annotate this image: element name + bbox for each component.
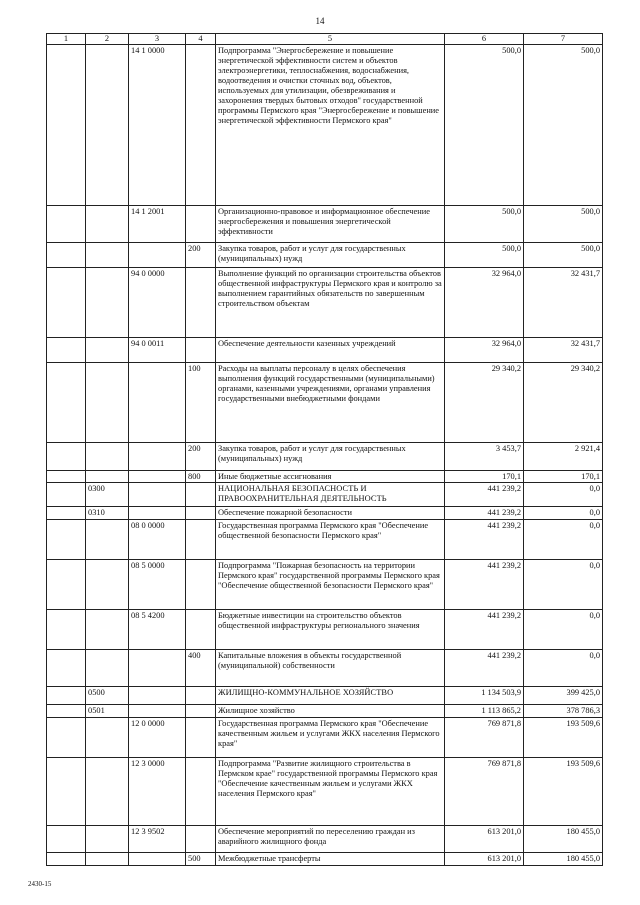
- cell-expense-type: [186, 705, 216, 718]
- cell-col1: [47, 507, 86, 520]
- cell-expense-type: [186, 687, 216, 705]
- document-code: 2430-15: [28, 880, 52, 888]
- cell-target-code: [129, 363, 186, 443]
- cell-amount-7: 0,0: [524, 483, 603, 507]
- header-col-4: 4: [186, 34, 216, 45]
- table-row: [47, 206, 603, 243]
- cell-expense-type: [186, 507, 216, 520]
- cell-target-code: 14 1 2001: [129, 206, 186, 243]
- cell-target-code: 12 0 0000: [129, 718, 186, 758]
- table-row: [47, 243, 603, 268]
- cell-section: [86, 45, 129, 206]
- cell-expense-type: [186, 483, 216, 507]
- cell-col1: [47, 483, 86, 507]
- table-row: [47, 443, 603, 471]
- table-row: [47, 45, 603, 206]
- cell-section: [86, 443, 129, 471]
- table-header-row: [47, 34, 603, 45]
- cell-name: ЖИЛИЩНО-КОММУНАЛЬНОЕ ХОЗЯЙСТВО: [216, 687, 445, 705]
- cell-amount-7: 500,0: [524, 45, 603, 206]
- cell-amount-7: 193 509,6: [524, 718, 603, 758]
- cell-name: Подпрограмма "Пожарная безопасность на территории Пермского края" государственной программы Пермского края "Обеспечение общественной безопасности Пермского края": [216, 560, 445, 610]
- table-row: [47, 853, 603, 866]
- cell-name: Капитальные вложения в объекты государственной (муниципальной) собственности: [216, 650, 445, 687]
- page-number: 14: [315, 16, 325, 26]
- cell-col1: [47, 718, 86, 758]
- cell-col1: [47, 363, 86, 443]
- cell-amount-7: 32 431,7: [524, 268, 603, 338]
- cell-expense-type: [186, 206, 216, 243]
- cell-expense-type: 400: [186, 650, 216, 687]
- cell-section: [86, 560, 129, 610]
- cell-name: Государственная программа Пермского края "Обеспечение общественной безопасности Пермского края": [216, 520, 445, 560]
- cell-name: Бюджетные инвестиции на строительство объектов общественной инфраструктуры регионального значения: [216, 610, 445, 650]
- cell-amount-6: 32 964,0: [445, 268, 524, 338]
- cell-amount-7: 170,1: [524, 471, 603, 483]
- cell-expense-type: [186, 560, 216, 610]
- table-row: [47, 650, 603, 687]
- cell-expense-type: [186, 268, 216, 338]
- table-row: [47, 507, 603, 520]
- cell-expense-type: 100: [186, 363, 216, 443]
- cell-expense-type: [186, 338, 216, 363]
- cell-section: [86, 243, 129, 268]
- cell-expense-type: [186, 610, 216, 650]
- cell-amount-7: 0,0: [524, 507, 603, 520]
- cell-col1: [47, 520, 86, 560]
- cell-target-code: [129, 483, 186, 507]
- cell-amount-7: 0,0: [524, 520, 603, 560]
- cell-amount-7: 500,0: [524, 243, 603, 268]
- cell-col1: [47, 560, 86, 610]
- table-row: [47, 610, 603, 650]
- table-row: [47, 718, 603, 758]
- cell-section: [86, 610, 129, 650]
- cell-col1: [47, 705, 86, 718]
- cell-section: 0310: [86, 507, 129, 520]
- table-row: [47, 687, 603, 705]
- cell-col1: [47, 650, 86, 687]
- cell-target-code: 94 0 0000: [129, 268, 186, 338]
- cell-target-code: [129, 650, 186, 687]
- cell-target-code: [129, 687, 186, 705]
- cell-name: Межбюджетные трансферты: [216, 853, 445, 866]
- cell-target-code: 94 0 0011: [129, 338, 186, 363]
- cell-section: [86, 363, 129, 443]
- cell-col1: [47, 268, 86, 338]
- cell-target-code: 12 3 9502: [129, 826, 186, 853]
- cell-amount-6: 1 113 865,2: [445, 705, 524, 718]
- cell-col1: [47, 758, 86, 826]
- header-col-1: 1: [47, 34, 86, 45]
- cell-col1: [47, 443, 86, 471]
- cell-name: Организационно-правовое и информационное обеспечение энергосбережения и повышения энергетической эффективности: [216, 206, 445, 243]
- table-row: [47, 560, 603, 610]
- table-row: [47, 758, 603, 826]
- cell-name: Обеспечение мероприятий по переселению граждан из аварийного жилищного фонда: [216, 826, 445, 853]
- cell-name: Обеспечение деятельности казенных учреждений: [216, 338, 445, 363]
- cell-amount-7: 29 340,2: [524, 363, 603, 443]
- cell-amount-7: 180 455,0: [524, 826, 603, 853]
- cell-amount-6: 441 239,2: [445, 650, 524, 687]
- cell-target-code: 12 3 0000: [129, 758, 186, 826]
- cell-expense-type: [186, 826, 216, 853]
- cell-section: [86, 853, 129, 866]
- cell-expense-type: [186, 45, 216, 206]
- cell-col1: [47, 243, 86, 268]
- cell-amount-6: 170,1: [445, 471, 524, 483]
- cell-section: 0500: [86, 687, 129, 705]
- cell-amount-7: 399 425,0: [524, 687, 603, 705]
- cell-target-code: [129, 443, 186, 471]
- cell-amount-6: 3 453,7: [445, 443, 524, 471]
- table-row: [47, 826, 603, 853]
- cell-name: Государственная программа Пермского края "Обеспечение качественным жильем и услугами ЖКХ населения Пермского края": [216, 718, 445, 758]
- cell-amount-6: 32 964,0: [445, 338, 524, 363]
- cell-name: НАЦИОНАЛЬНАЯ БЕЗОПАСНОСТЬ И ПРАВООХРАНИТЕЛЬНАЯ ДЕЯТЕЛЬНОСТЬ: [216, 483, 445, 507]
- cell-amount-7: 378 786,3: [524, 705, 603, 718]
- header-col-2: 2: [86, 34, 129, 45]
- cell-amount-7: 180 455,0: [524, 853, 603, 866]
- cell-name: Закупка товаров, работ и услуг для государственных (муниципальных) нужд: [216, 243, 445, 268]
- cell-amount-7: 0,0: [524, 650, 603, 687]
- cell-amount-7: 0,0: [524, 560, 603, 610]
- cell-amount-7: 2 921,4: [524, 443, 603, 471]
- cell-amount-6: 769 871,8: [445, 718, 524, 758]
- cell-amount-6: 29 340,2: [445, 363, 524, 443]
- cell-expense-type: 500: [186, 853, 216, 866]
- cell-amount-6: 613 201,0: [445, 853, 524, 866]
- cell-section: [86, 268, 129, 338]
- table-row: [47, 483, 603, 507]
- table-row: [47, 363, 603, 443]
- cell-expense-type: [186, 718, 216, 758]
- cell-section: [86, 206, 129, 243]
- cell-col1: [47, 45, 86, 206]
- cell-section: [86, 826, 129, 853]
- cell-name: Жилищное хозяйство: [216, 705, 445, 718]
- cell-col1: [47, 826, 86, 853]
- cell-col1: [47, 471, 86, 483]
- cell-name: Расходы на выплаты персоналу в целях обеспечения выполнения функций государственными (муниципальными) органами, казенными учреждениями, органами управления государственными внебюджетными фондами: [216, 363, 445, 443]
- cell-name: Выполнение функций по организации строительства объектов общественной инфраструктуры Пермского края и контролю за выполнением гарантийных обязательств по завершенным строительством объектам: [216, 268, 445, 338]
- table-row: [47, 520, 603, 560]
- cell-section: [86, 520, 129, 560]
- cell-amount-6: 441 239,2: [445, 610, 524, 650]
- table-row: [47, 471, 603, 483]
- cell-target-code: [129, 853, 186, 866]
- cell-section: [86, 718, 129, 758]
- table-row: [47, 705, 603, 718]
- cell-amount-6: 613 201,0: [445, 826, 524, 853]
- cell-target-code: 08 0 0000: [129, 520, 186, 560]
- header-col-7: 7: [524, 34, 603, 45]
- cell-amount-6: 769 871,8: [445, 758, 524, 826]
- cell-name: Подпрограмма "Энергосбережение и повышение энергетической эффективности систем и объектов электроэнергетики, теплоснабжения, водоснабжения, водоотведения и очистки сточных вод, объектов, используемых для утилизации, обезвреживания и захоронения твердых бытовых отходов" государственной программы Пермского края "Энергосбережение и повышение энергетической эффективности Пермского края": [216, 45, 445, 206]
- cell-expense-type: 200: [186, 243, 216, 268]
- cell-target-code: [129, 507, 186, 520]
- cell-target-code: [129, 471, 186, 483]
- cell-col1: [47, 687, 86, 705]
- cell-section: [86, 471, 129, 483]
- cell-expense-type: [186, 758, 216, 826]
- cell-amount-7: 0,0: [524, 610, 603, 650]
- cell-expense-type: [186, 520, 216, 560]
- cell-section: 0300: [86, 483, 129, 507]
- cell-col1: [47, 610, 86, 650]
- cell-target-code: [129, 705, 186, 718]
- cell-target-code: 14 1 0000: [129, 45, 186, 206]
- cell-col1: [47, 206, 86, 243]
- table-row: [47, 268, 603, 338]
- budget-table: [46, 33, 603, 866]
- cell-amount-6: 500,0: [445, 206, 524, 243]
- cell-amount-7: 32 431,7: [524, 338, 603, 363]
- cell-section: 0501: [86, 705, 129, 718]
- cell-amount-6: 500,0: [445, 45, 524, 206]
- cell-amount-6: 1 134 503,9: [445, 687, 524, 705]
- cell-name: Иные бюджетные ассигнования: [216, 471, 445, 483]
- cell-amount-7: 193 509,6: [524, 758, 603, 826]
- cell-amount-6: 441 239,2: [445, 483, 524, 507]
- cell-section: [86, 758, 129, 826]
- cell-section: [86, 650, 129, 687]
- cell-amount-6: 441 239,2: [445, 560, 524, 610]
- cell-amount-6: 441 239,2: [445, 520, 524, 560]
- cell-col1: [47, 853, 86, 866]
- cell-name: Обеспечение пожарной безопасности: [216, 507, 445, 520]
- cell-name: Подпрограмма "Развитие жилищного строительства в Пермском крае" государственной программы Пермского края "Обеспечение качественным жильем и услугами ЖКХ населения Пермского края": [216, 758, 445, 826]
- cell-expense-type: 200: [186, 443, 216, 471]
- cell-col1: [47, 338, 86, 363]
- cell-amount-6: 500,0: [445, 243, 524, 268]
- cell-name: Закупка товаров, работ и услуг для государственных (муниципальных) нужд: [216, 443, 445, 471]
- header-col-3: 3: [129, 34, 186, 45]
- header-col-6: 6: [445, 34, 524, 45]
- header-col-5: 5: [216, 34, 445, 45]
- cell-section: [86, 338, 129, 363]
- cell-amount-7: 500,0: [524, 206, 603, 243]
- table-row: [47, 338, 603, 363]
- cell-expense-type: 800: [186, 471, 216, 483]
- cell-target-code: 08 5 4200: [129, 610, 186, 650]
- cell-amount-6: 441 239,2: [445, 507, 524, 520]
- cell-target-code: [129, 243, 186, 268]
- cell-target-code: 08 5 0000: [129, 560, 186, 610]
